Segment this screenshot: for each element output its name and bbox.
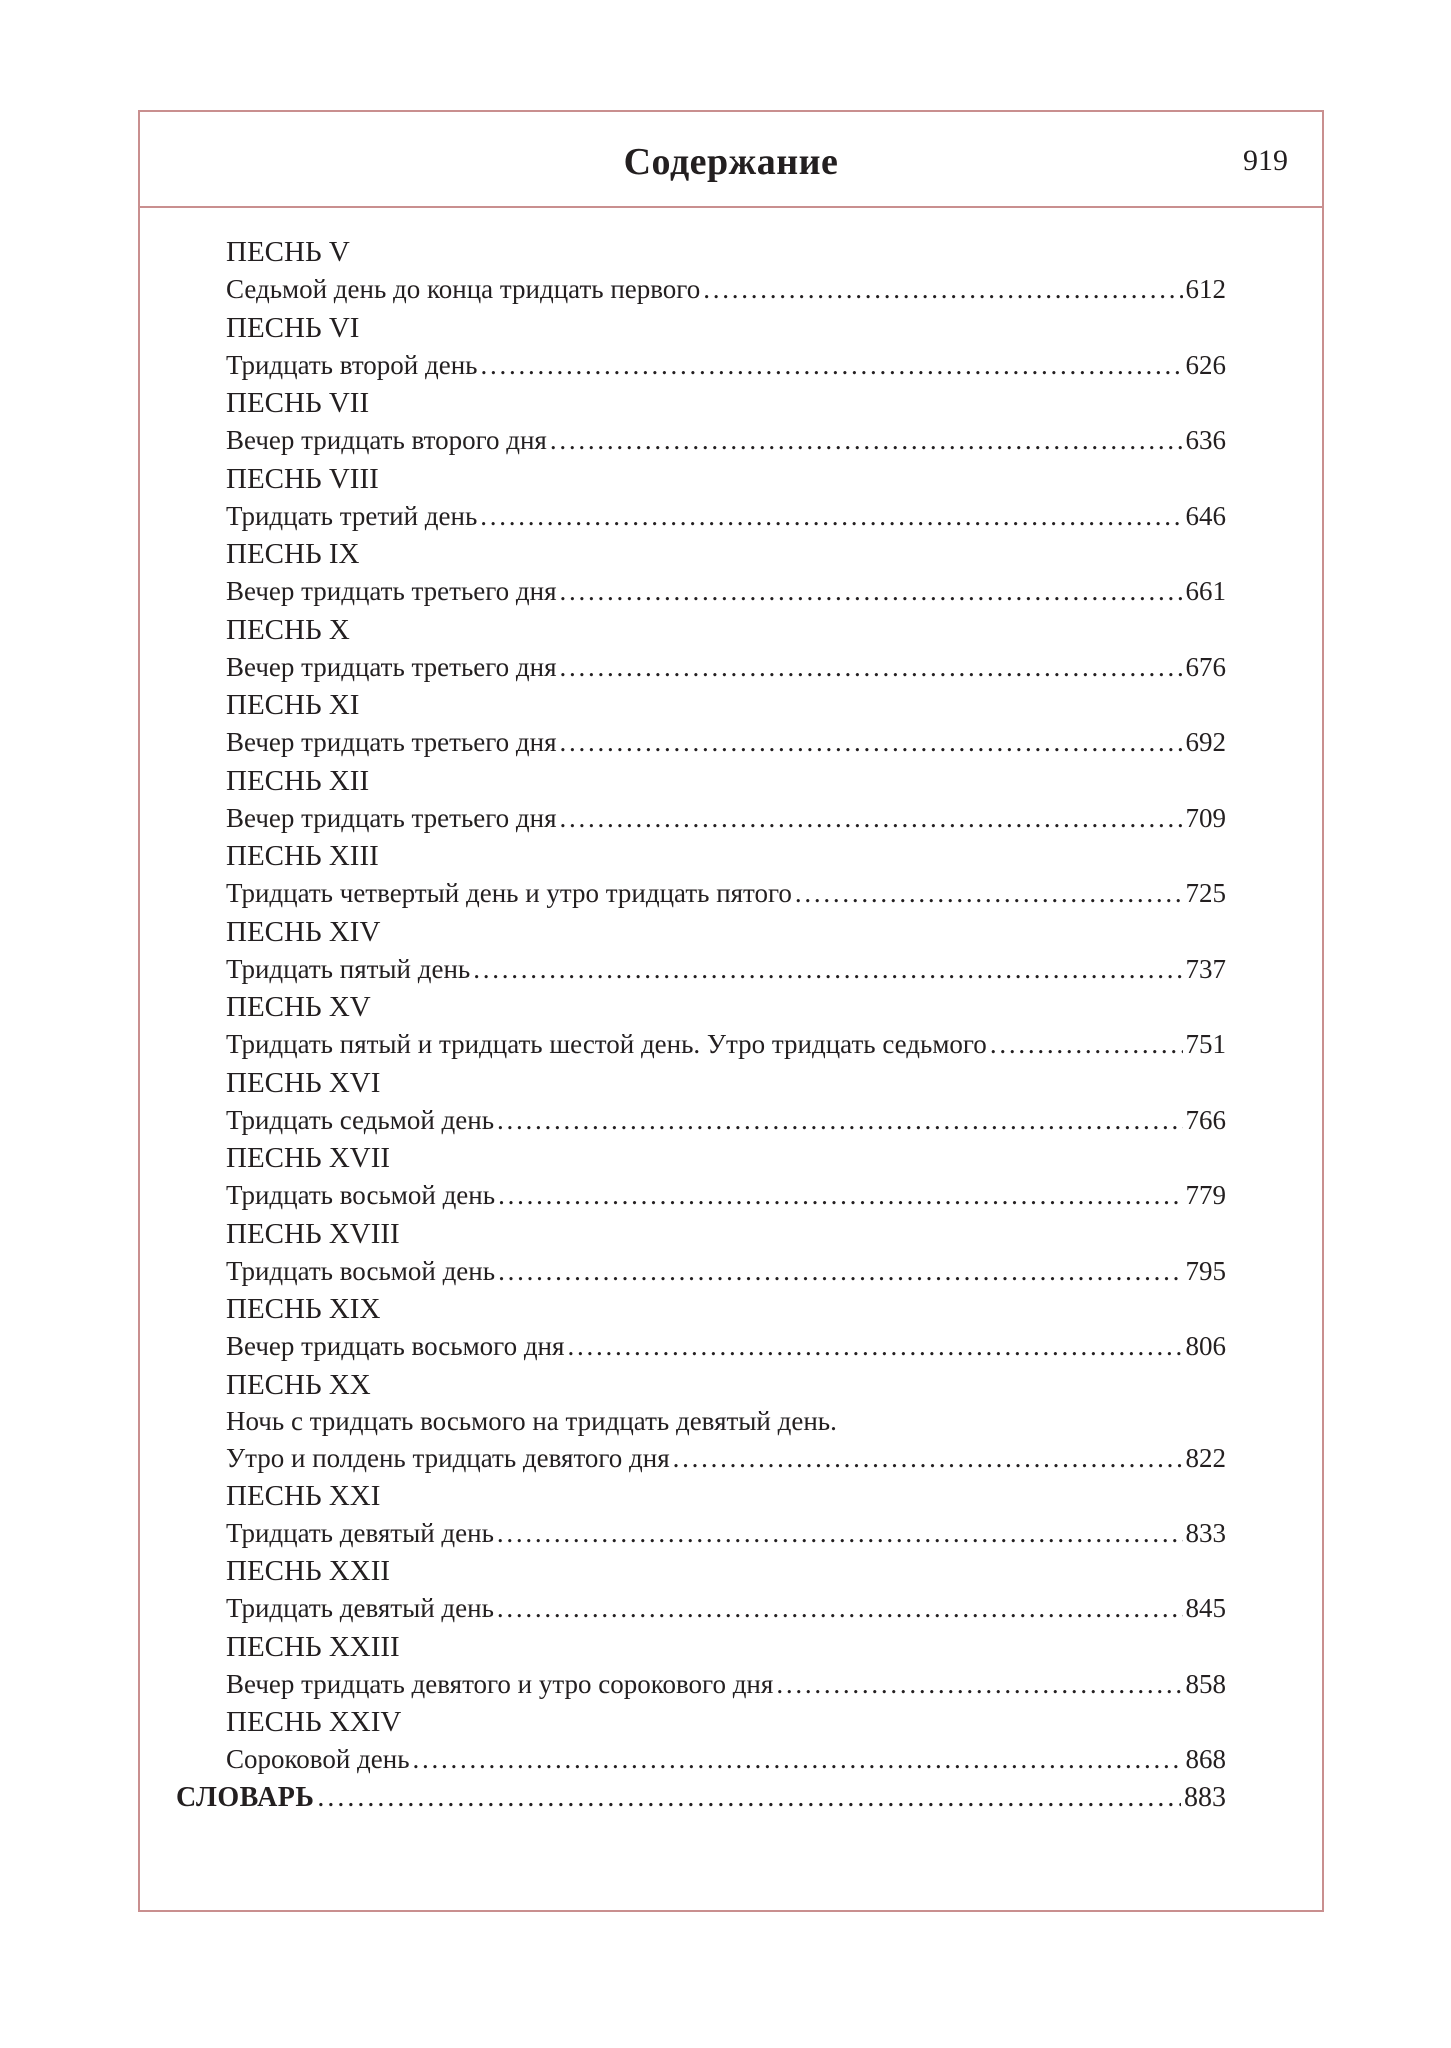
toc-entry-title: СЛОВАРЬ — [176, 1782, 315, 1813]
toc-entry[interactable] — [226, 385, 1226, 461]
toc-entry-page: 636 — [1185, 425, 1226, 455]
toc-entry-page: 858 — [1185, 1668, 1226, 1699]
dot-leader — [703, 270, 1182, 308]
toc-entry-page: 795 — [1185, 1255, 1226, 1286]
toc-entry-line — [226, 346, 1226, 384]
toc-entry-heading: ПЕСНЬ X — [226, 613, 350, 646]
toc-entry-heading: ПЕСНЬ XVII — [226, 1142, 391, 1174]
toc-entry-heading: ПЕСНЬ XXIII — [226, 1630, 400, 1663]
toc-entry-page: 725 — [1185, 878, 1226, 908]
toc-entry-heading: ПЕСНЬ XXII — [226, 1555, 391, 1587]
toc-entry-line — [226, 648, 1226, 686]
toc-entry-page: 709 — [1185, 802, 1226, 833]
page-frame — [138, 110, 1324, 1912]
toc-entry-page: 806 — [1185, 1331, 1226, 1361]
toc-entry-page: 868 — [1185, 1744, 1226, 1774]
toc-entry-line — [226, 1514, 1226, 1552]
toc-entry-heading: ПЕСНЬ XVIII — [226, 1217, 400, 1250]
toc-entry-line — [226, 1740, 1226, 1778]
toc-entry-line — [226, 1439, 1226, 1477]
toc-entry-title: Тридцать пятый и тридцать шестой день. Утро тридцать седьмого — [226, 1029, 987, 1059]
toc-entry[interactable] — [226, 838, 1226, 914]
toc-entry-page: 845 — [1185, 1593, 1226, 1623]
toc-entry-heading: ПЕСНЬ XXIV — [226, 1706, 402, 1738]
table-of-contents — [226, 234, 1226, 1780]
toc-entry[interactable] — [226, 1140, 1226, 1216]
page-header — [140, 112, 1322, 208]
toc-entry[interactable] — [226, 989, 1226, 1065]
page-number: 919 — [1243, 144, 1288, 177]
toc-entry[interactable] — [226, 461, 1226, 537]
toc-entry[interactable] — [226, 1478, 1226, 1554]
toc-entry-page: 626 — [1185, 349, 1226, 380]
toc-entry-title: Вечер тридцать девятого и утро сорокового дня — [226, 1668, 774, 1699]
toc-entry-title: Вечер тридцать третьего дня — [226, 576, 557, 606]
toc-entry[interactable] — [226, 1553, 1226, 1629]
toc-entry-page: 676 — [1185, 651, 1226, 682]
toc-entry-page: 612 — [1185, 274, 1226, 304]
toc-entry-heading: ПЕСНЬ XX — [226, 1368, 371, 1401]
toc-entry-title: Вечер тридцать третьего дня — [226, 651, 557, 682]
toc-entry-title: Вечер тридцать третьего дня — [226, 727, 557, 757]
dot-leader — [560, 799, 1183, 837]
dot-leader — [673, 1439, 1183, 1477]
toc-entry[interactable] — [226, 1367, 1226, 1478]
dot-leader — [497, 1101, 1182, 1139]
toc-entry[interactable] — [226, 687, 1226, 763]
toc-entry-title: Тридцать восьмой день — [226, 1180, 496, 1210]
dot-leader — [560, 572, 1183, 610]
toc-entry[interactable] — [226, 536, 1226, 612]
dot-leader — [776, 1665, 1182, 1703]
toc-entry-title: Седьмой день до конца тридцать первого — [226, 274, 701, 304]
toc-entry[interactable] — [226, 1216, 1226, 1292]
toc-entry-heading: ПЕСНЬ XII — [226, 764, 370, 797]
toc-entry-title: Утро и полдень тридцать девятого дня — [226, 1442, 670, 1473]
toc-entry-subtitle: Ночь с тридцать восьмого на тридцать девятый день. — [226, 1405, 837, 1436]
toc-entry[interactable] — [226, 1291, 1226, 1367]
toc-entry-heading: ПЕСНЬ XXI — [226, 1479, 381, 1512]
toc-entry-line — [226, 723, 1226, 761]
toc-entry-title: Тридцать седьмой день — [226, 1104, 495, 1135]
toc-entry-title: Тридцать второй день — [226, 349, 478, 380]
toc-entry-line — [226, 874, 1226, 912]
dot-leader — [550, 421, 1183, 459]
dot-leader — [497, 1514, 1183, 1552]
toc-entry-title: Тридцать третий день — [226, 500, 478, 531]
toc-entry-heading: ПЕСНЬ VIII — [226, 462, 379, 495]
toc-entry-page: 833 — [1185, 1517, 1226, 1548]
toc-entry-line — [226, 1665, 1226, 1703]
dot-leader — [413, 1740, 1183, 1778]
dot-leader — [473, 950, 1182, 988]
page-title: Содержание — [623, 141, 839, 183]
toc-entry[interactable] — [226, 914, 1226, 990]
toc-entry-line — [226, 1589, 1226, 1627]
toc-entry-heading: ПЕСНЬ XI — [226, 689, 360, 721]
toc-entry-line — [226, 950, 1226, 988]
dot-leader — [498, 1176, 1182, 1214]
toc-entry-page: 766 — [1185, 1104, 1226, 1135]
toc-entry-page: 646 — [1185, 500, 1226, 531]
dot-leader — [560, 723, 1183, 761]
toc-entry-heading: ПЕСНЬ VI — [226, 311, 360, 344]
toc-entry-heading: ПЕСНЬ XIV — [226, 915, 381, 948]
toc-entry-line — [226, 1101, 1226, 1139]
toc-entry-page: 692 — [1185, 727, 1226, 757]
toc-entry-line — [226, 799, 1226, 837]
toc-entry-page: 737 — [1185, 953, 1226, 984]
dot-leader — [317, 1778, 1181, 1818]
toc-entry-line — [226, 1176, 1226, 1214]
toc-entry[interactable] — [226, 1629, 1226, 1705]
dot-leader — [498, 1252, 1182, 1290]
toc-entry-title: Тридцать пятый день — [226, 953, 471, 984]
toc-entry-title: Тридцать девятый день — [226, 1517, 494, 1548]
toc-entry-page: 779 — [1185, 1180, 1226, 1210]
toc-entry-line — [226, 572, 1226, 610]
dot-leader — [990, 1025, 1183, 1063]
toc-entry-line — [226, 270, 1226, 308]
toc-entry-heading: ПЕСНЬ V — [226, 236, 350, 268]
toc-entry-line — [226, 497, 1226, 535]
toc-entry-heading: ПЕСНЬ IX — [226, 538, 360, 570]
dot-leader — [480, 497, 1182, 535]
toc-entry[interactable] — [226, 1065, 1226, 1141]
toc-entry[interactable] — [226, 234, 1226, 310]
toc-entry-title: Вечер тридцать третьего дня — [226, 802, 557, 833]
dot-leader — [560, 648, 1183, 686]
toc-entry-heading: ПЕСНЬ VII — [226, 387, 370, 419]
dot-leader — [795, 874, 1183, 912]
toc-entry-title: Тридцать девятый день — [226, 1593, 494, 1623]
toc-entry-heading: ПЕСНЬ XIX — [226, 1293, 381, 1325]
toc-entry-heading: ПЕСНЬ XIII — [226, 840, 379, 872]
toc-entry-line — [226, 1327, 1226, 1365]
toc-entry-heading: ПЕСНЬ XVI — [226, 1066, 381, 1099]
toc-entry-page: 661 — [1185, 576, 1226, 606]
dot-leader — [497, 1589, 1183, 1627]
toc-entry[interactable] — [226, 612, 1226, 688]
toc-entry-title: Вечер тридцать второго дня — [226, 425, 547, 455]
toc-entry-title: Сороковой день — [226, 1744, 410, 1774]
toc-entry-page: 822 — [1185, 1442, 1226, 1473]
dot-leader — [480, 346, 1182, 384]
toc-entry-title: Тридцать восьмой день — [226, 1255, 496, 1286]
toc-entry-heading: ПЕСНЬ XV — [226, 991, 371, 1023]
toc-entry[interactable] — [226, 763, 1226, 839]
toc-entry-line — [226, 1252, 1226, 1290]
toc-entry-line — [226, 421, 1226, 459]
toc-entry-title: Вечер тридцать восьмого дня — [226, 1331, 565, 1361]
toc-entry-page: 751 — [1185, 1029, 1226, 1059]
dot-leader — [567, 1327, 1182, 1365]
toc-entry-line — [226, 1025, 1226, 1063]
toc-entry-title: Тридцать четвертый день и утро тридцать пятого — [226, 878, 792, 908]
toc-entry-glossary[interactable] — [176, 1778, 1226, 1818]
toc-entry[interactable] — [226, 1704, 1226, 1780]
toc-entry-page: 883 — [1184, 1782, 1226, 1813]
toc-entry[interactable] — [226, 310, 1226, 386]
